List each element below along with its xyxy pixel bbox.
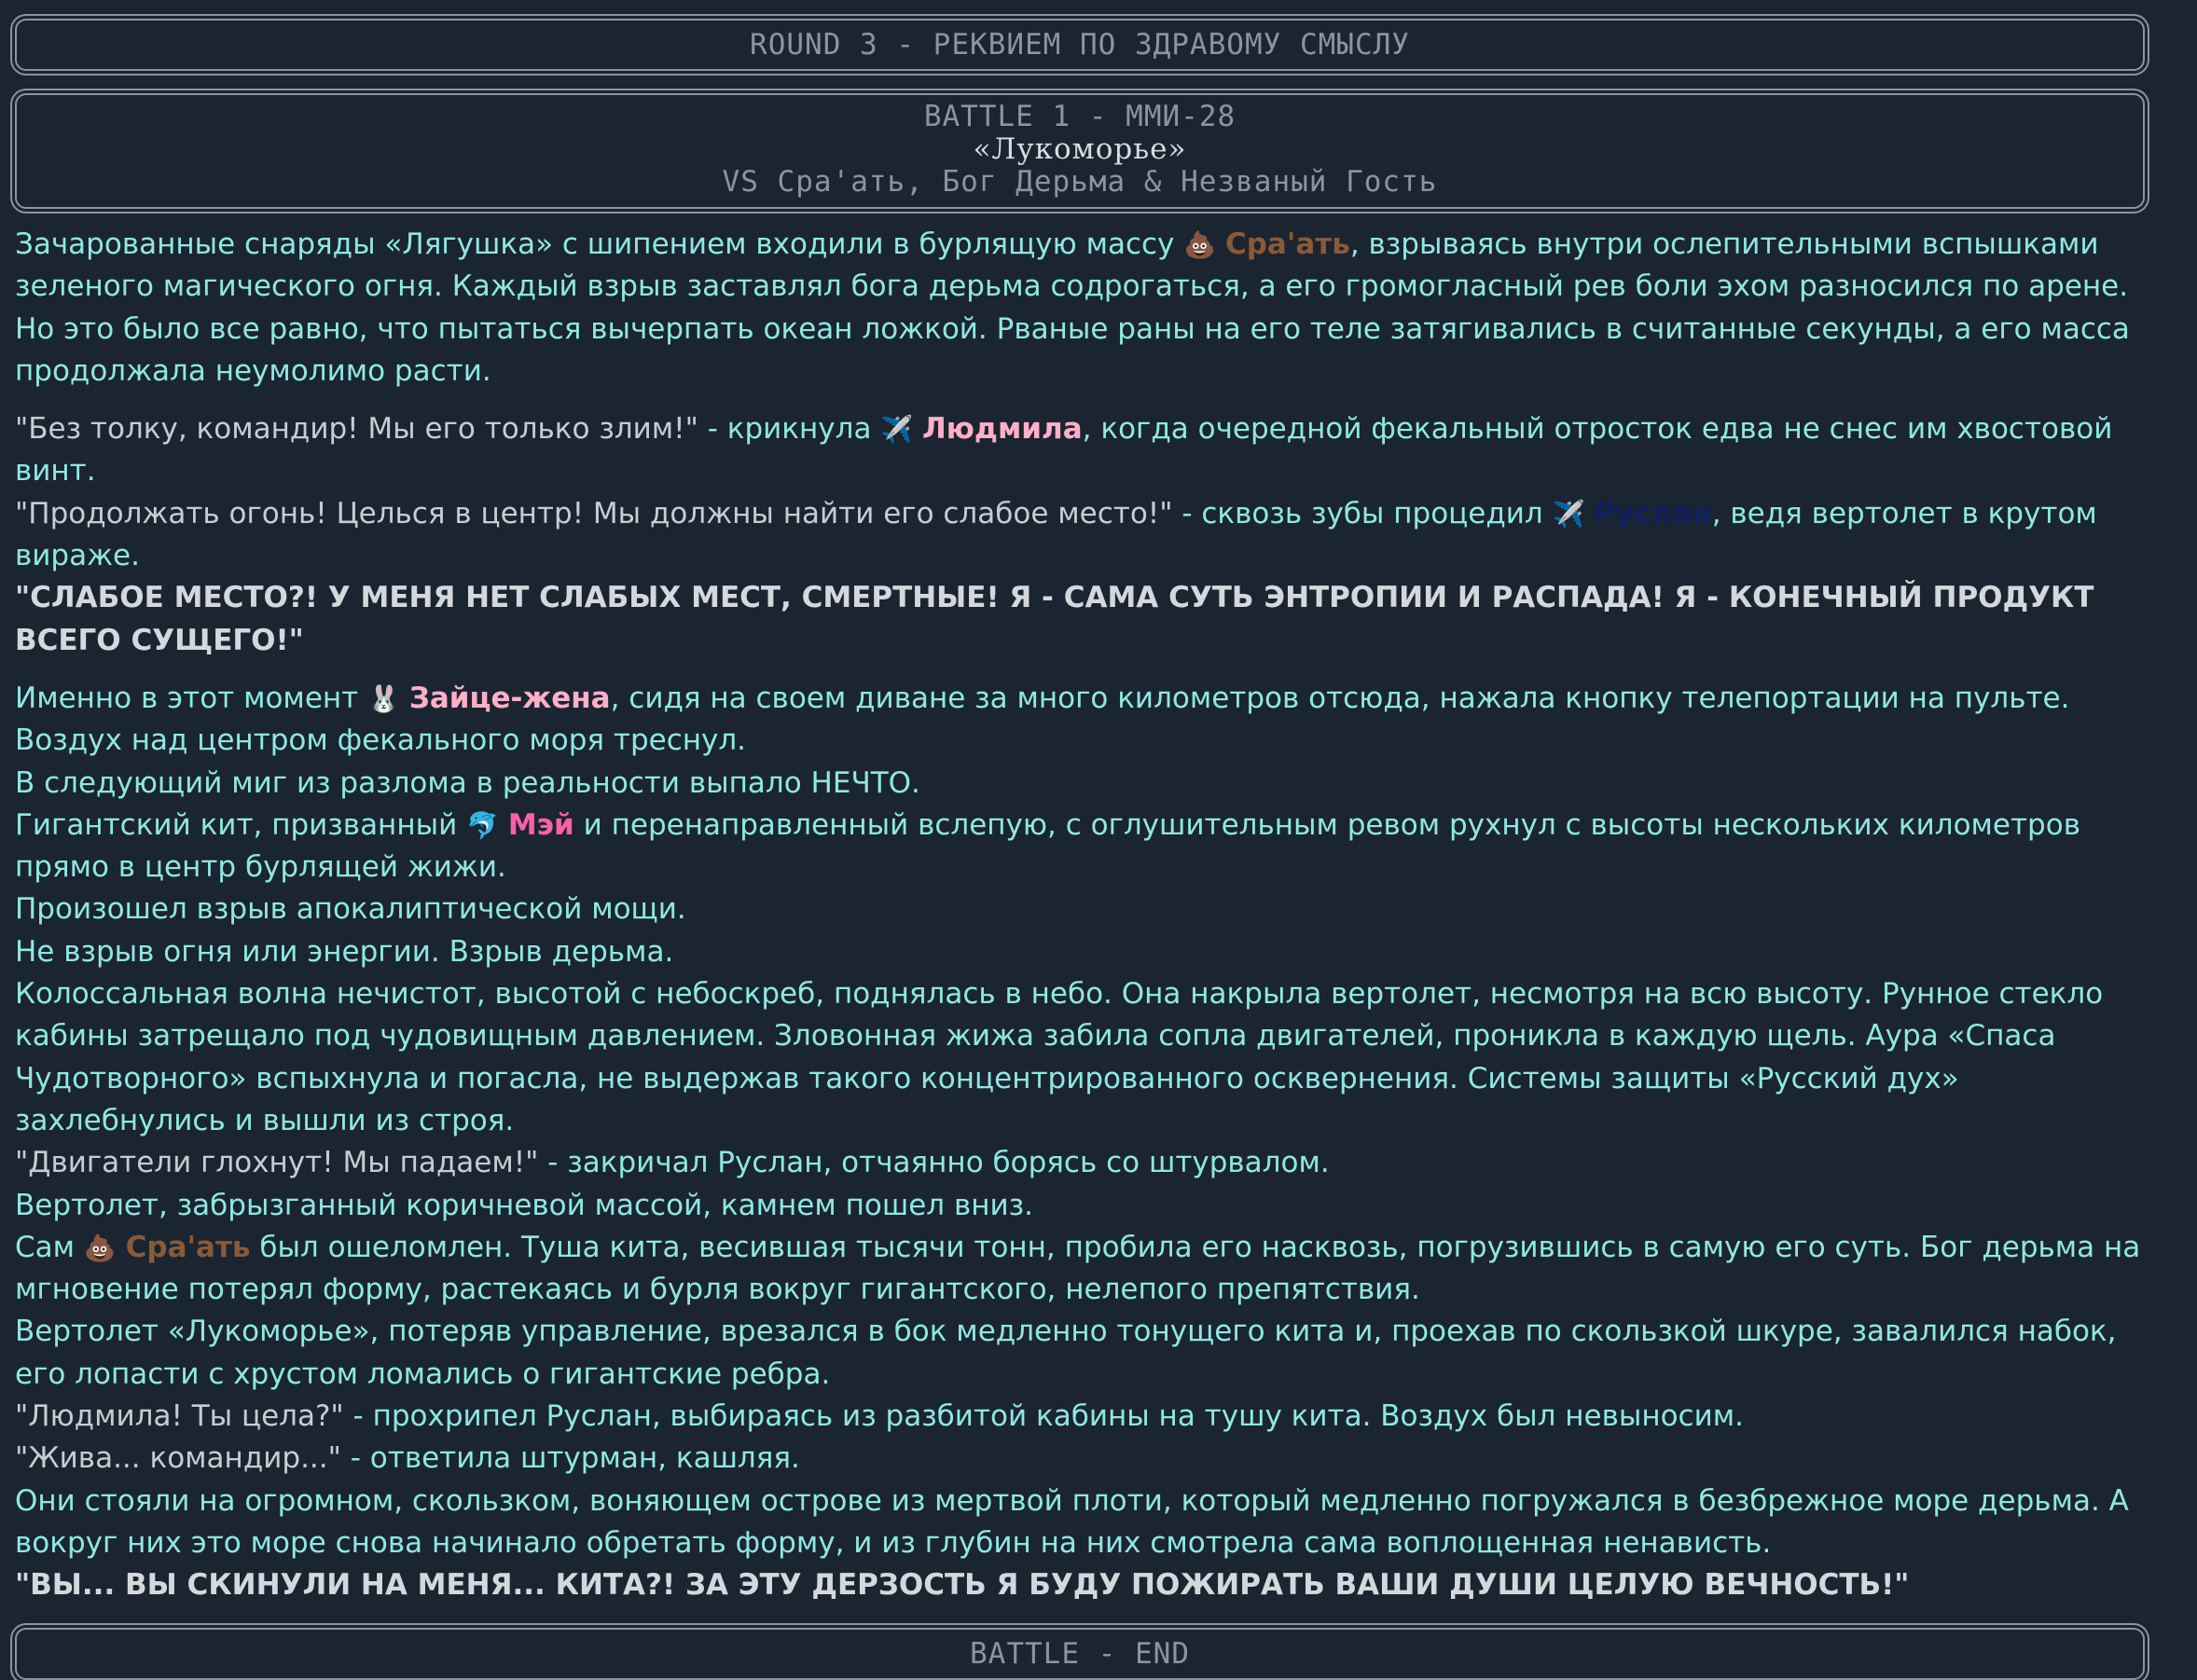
battle-banner <box>15 93 2145 209</box>
name-sraat: Сра'ать <box>125 1230 251 1264</box>
name-ludmila: Людмила <box>922 412 1083 447</box>
round-banner <box>15 19 2145 71</box>
story-text <box>15 224 2145 1607</box>
plane-icon: ✈️ <box>880 414 914 446</box>
shout-text: "ВЫ... ВЫ СКИНУЛИ НА МЕНЯ... КИТА?! ЗА ЭТУ ДЕРЗОСТЬ Я БУДУ ПОЖИРАТЬ ВАШИ ДУШИ ЦЕЛУЮ ВЕЧНОСТЬ!" <box>15 1568 1910 1603</box>
battle-number: BATTLE 1 - ММИ-28 <box>923 100 1237 133</box>
battle-opponents: VS Сра'ать, Бог Дерьма & Незваный Гость <box>722 165 1438 199</box>
battle-end-banner <box>15 1628 2145 1680</box>
chat-message <box>15 0 2145 1680</box>
name-mei: Мэй <box>507 807 574 842</box>
poop-icon: 💩 <box>83 1232 117 1263</box>
plane-icon: ✈️ <box>1552 498 1585 530</box>
shout-text: "СЛАБОЕ МЕСТО?! У МЕНЯ НЕТ СЛАБЫХ МЕСТ, СМЕРТНЫЕ! Я - САМА СУТЬ ЭНТРОПИИ И РАСПАДА! Я - КОНЕЧНЫЙ ПРОДУКТ ВСЕГО СУЩЕГО!" <box>15 581 2094 657</box>
name-zaice: Зайце-жена <box>408 681 611 715</box>
story-paragraph: Зачарованные снаряды «Лягушка» с шипением входили в бурлящую массу 💩 Сра'ать, взрываясь внутри ослепительными вспышками зеленого магического огня. Каждый взрыв заставлял бога дерьма содрогаться, а его громогласный рев боли эхом разносился по арене. Но это было все равно, что пытаться вычерпать океан ложкой. Рваные раны на его теле затягивались в считанные секунды, а его масса продолжала неумолимо расти. <box>15 227 2130 388</box>
name-sraat: Сра'ать <box>1224 227 1350 261</box>
round-title: ROUND 3 - РЕКВИЕМ ПО ЗДРАВОМУ СМЫСЛУ <box>750 28 1410 62</box>
story-paragraph: "Без толку, командир! Мы его только злим!" - крикнула ✈️ Людмила, когда очередной фекальный отросток едва не снес им хвостовой винт. "Продолжать огонь! Целься в центр! Мы должны найти его слабое место!" - сквозь зубы процедил ✈️ Руслан, ведя вертолет в крутом вираже. "СЛАБОЕ МЕСТО?! У МЕНЯ НЕТ СЛАБЫХ МЕСТ, СМЕРТНЫЕ! Я - САМА СУТЬ ЭНТРОПИИ И РАСПАДА! Я - КОНЕЧНЫЙ ПРОДУКТ ВСЕГО СУЩЕГО!" <box>15 412 2113 657</box>
name-ruslan: Руслан <box>1594 496 1712 530</box>
dolphin-icon: 🐬 <box>466 809 499 841</box>
rabbit-icon: 🐰 <box>367 682 400 714</box>
battle-title: «Лукоморье» <box>973 132 1187 166</box>
poop-icon: 💩 <box>1183 229 1217 260</box>
battle-end-title: BATTLE - END <box>970 1636 1190 1671</box>
story-paragraph: Именно в этот момент 🐰 Зайце-жена, сидя на своем диване за много километров отсюда, нажала кнопку телепортации на пульте. Воздух над центром фекального моря треснул. В следующий миг из разлома в реальности выпало НЕЧТО. Гигантский кит, призванный 🐬 Мэй и перенаправленный вслепую, с оглушительным ревом рухнул с высоты нескольких километров прямо в центр бурлящей жижи. Произошел взрыв апокалиптической мощи. Не взрыв огня или энергии. Взрыв дерьма. Колоссальная волна нечистот, высотой с небоскреб, поднялась в небо. Она накрыла вертолет, несмотря на всю высоту. Рунное стекло кабины затрещало под чудовищным давлением. Зловонная жижа забила сопла двигателей, проникла в каждую щель. Аура «Спаса Чудотворного» вспыхнула и погасла, не выдержав такого концентрированного осквернения. Системы защиты «Русский дух» захлебнулись и вышли из строя. "Двигатели глохнут! Мы падаем!" - закричал Руслан, отчаянно борясь со штурвалом. Вертолет, забрызганный коричневой массой, камнем пошел вниз. Сам 💩 Сра'ать был ошеломлен. Туша кита, весившая тысячи тонн, пробила его насквозь, погрузившись в самую его суть. Бог дерьма на мгновение потерял форму, растекаясь и бурля вокруг гигантского, нелепого препятствия. Вертолет «Лукоморье», потеряв управление, врезался в бок медленно тонущего кита и, проехав по скользкой шкуре, завалился набок, его лопасти с хрустом ломались о гигантские ребра. "Людмила! Ты цела?" - прохрипел Руслан, выбираясь из разбитой кабины на тушу кита. Воздух был невыносим. "Жива... командир..." - ответила штурман, кашляя. Они стояли на огромном, скользком, воняющем острове из мертвой плоти, который медленно погружался в безбрежное море дерьма. А вокруг них это море снова начинало обретать форму, и из глубин на них смотрела сама воплощенная ненависть. "ВЫ... ВЫ СКИНУЛИ НА МЕНЯ... КИТА?! ЗА ЭТУ ДЕРЗОСТЬ Я БУДУ ПОЖИРАТЬ ВАШИ ДУШИ ЦЕЛУЮ ВЕЧНОСТЬ!" <box>15 681 2141 1603</box>
